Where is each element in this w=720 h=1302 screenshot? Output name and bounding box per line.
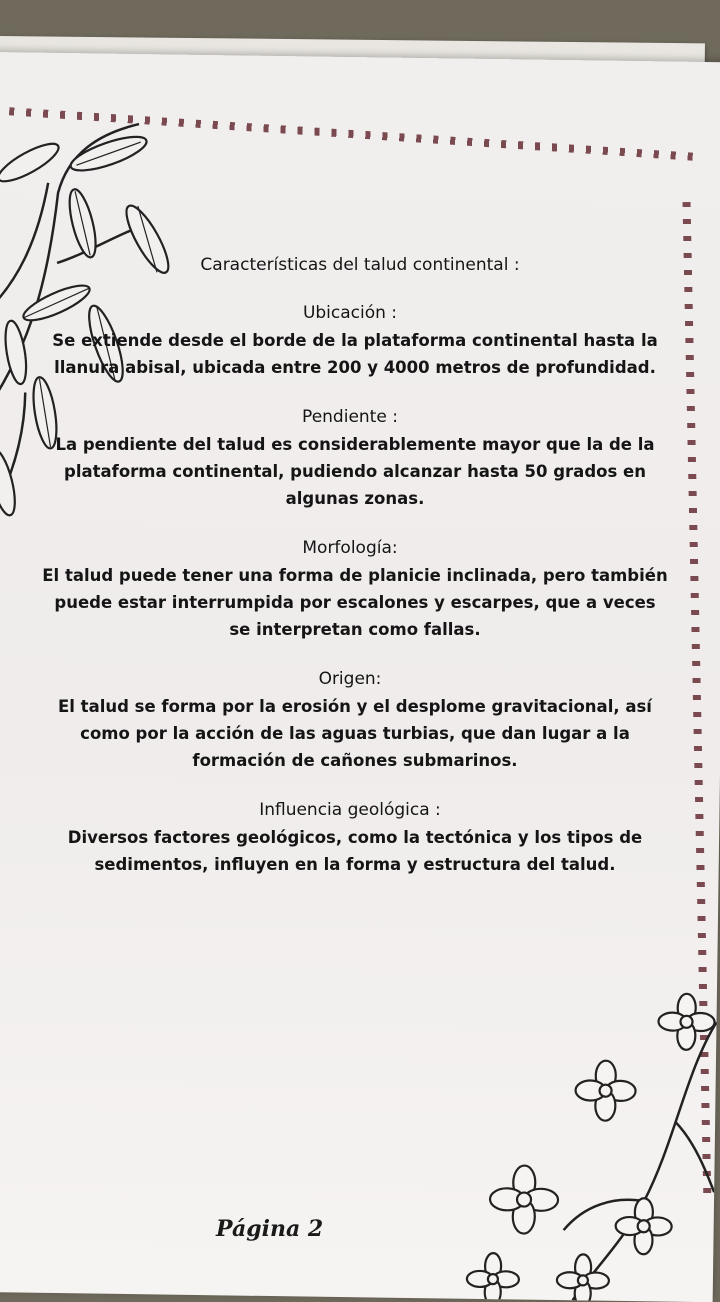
section-heading-ubicacion: Ubicación : bbox=[302, 303, 398, 323]
section-heading-influencia: Influencia geológica : bbox=[259, 800, 441, 820]
flower-cluster-icon bbox=[443, 978, 717, 1302]
section-text-pendiente: La pendiente del talud es considerablemente mayor que la de la plataforma continental, pudiendo alcanzar hasta 50 grados en algunas zonas. bbox=[55, 435, 655, 508]
section-heading-morfologia: Morfología: bbox=[302, 538, 398, 558]
section-text-origen: El talud se forma por la erosión y el desplome gravitacional, así como por la acción de las aguas turbias, que dan lugar a la formación de cañones submarinos. bbox=[58, 697, 652, 770]
section-heading-origen: Origen: bbox=[318, 669, 382, 689]
document-content bbox=[0, 255, 700, 904]
section-text-influencia: Diversos factores geológicos, como la tectónica y los tipos de sedimentos, influyen en la forma y estructura del talud. bbox=[67, 828, 643, 874]
document-title: Características del talud continental : bbox=[200, 255, 520, 275]
section-text-ubicacion: Se extiende desde el borde de la plataforma continental hasta la llanura abisal, ubicada entre 200 y 4000 metros de profundidad. bbox=[52, 331, 658, 377]
section-heading-pendiente: Pendiente : bbox=[302, 407, 398, 427]
section-text-morfologia: El talud puede tener una forma de planicie inclinada, pero también puede estar interrumpida por escalones y escarpes, que a veces se interpretan como fallas. bbox=[42, 566, 668, 639]
page-number: Página 2 bbox=[216, 1216, 324, 1242]
